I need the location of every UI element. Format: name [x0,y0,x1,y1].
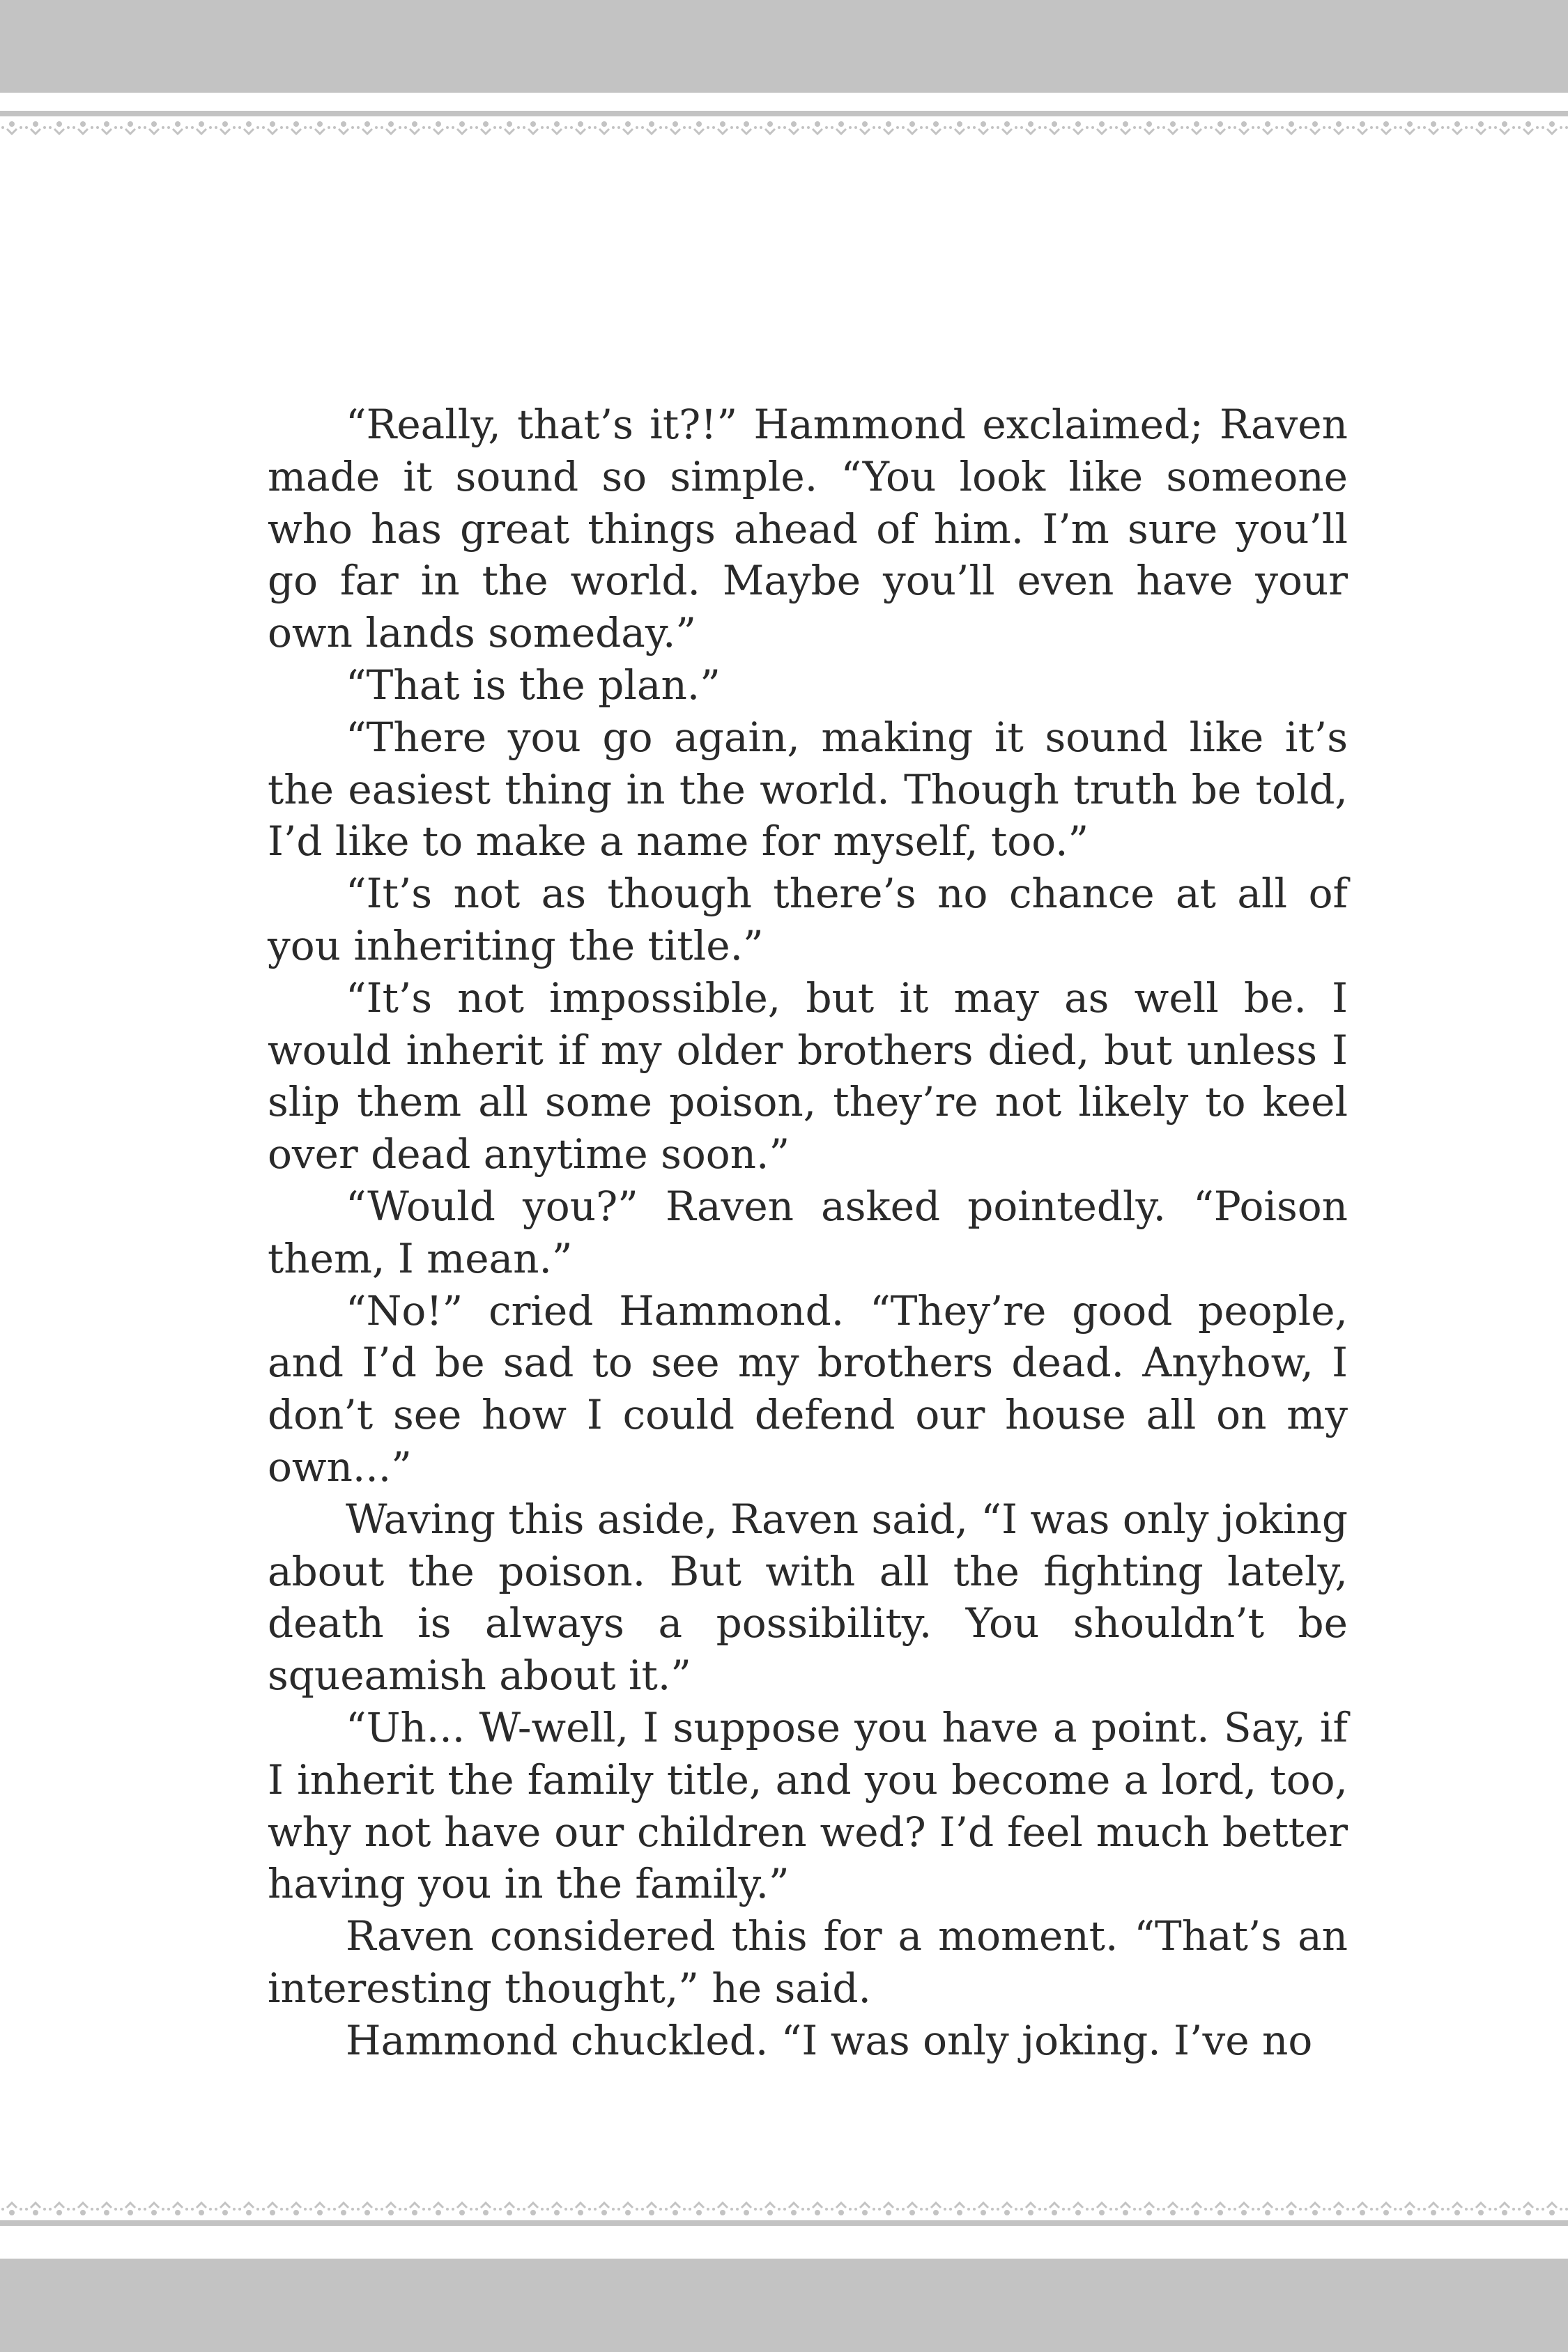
paragraph: Raven considered this for a moment. “That’s an interesting thought,” he said. [268,1912,1348,2012]
paragraph: “That is the plan.” [346,661,721,709]
paragraph: “Really, that’s it?!” Hammond exclaimed; Raven made it sound so simple. “You look like someone who has great things ahead of him. I’m sure you’ll go far in the world. Maybe you’ll even have your own lands someday.” [268,401,1348,657]
paragraph: Hammond chuckled. “I was only joking. I’ve no [346,2016,1313,2064]
top-gray-band [0,0,1568,93]
paragraph: “No!” cried Hammond. “They’re good people, and I’d be sad to see my brothers dead. Anyhow, I don’t see how I could defend our house all on my own...” [268,1286,1348,1491]
paragraph: “It’s not as though there’s no chance at all of you inheriting the title.” [268,870,1348,969]
paragraph: “It’s not impossible, but it may as well be. I would inherit if my older brothers died, but unless I slip them all some poison, they’re not likely to keel over dead anytime soon.” [268,974,1348,1178]
paragraph: Waving this aside, Raven said, “I was only joking about the poison. But with all the fighting lately, death is always a possibility. You shouldn’t be squeamish about it.” [268,1495,1348,1700]
bottom-gray-band [0,2259,1568,2352]
top-ornamental-border [0,93,1568,141]
book-text-body [268,399,1348,2067]
paragraph: “There you go again, making it sound like it’s the easiest thing in the world. Though truth be told, I’d like to make a name for myself, too.” [268,713,1348,866]
paragraph: “Uh... W-well, I suppose you have a point. Say, if I inherit the family title, and you become a lord, too, why not have our children wed? I’d feel much better having you in the family.” [268,1703,1348,1908]
bottom-ornamental-border [0,2195,1568,2244]
paragraph: “Would you?” Raven asked pointedly. “Poison them, I mean.” [268,1182,1348,1282]
